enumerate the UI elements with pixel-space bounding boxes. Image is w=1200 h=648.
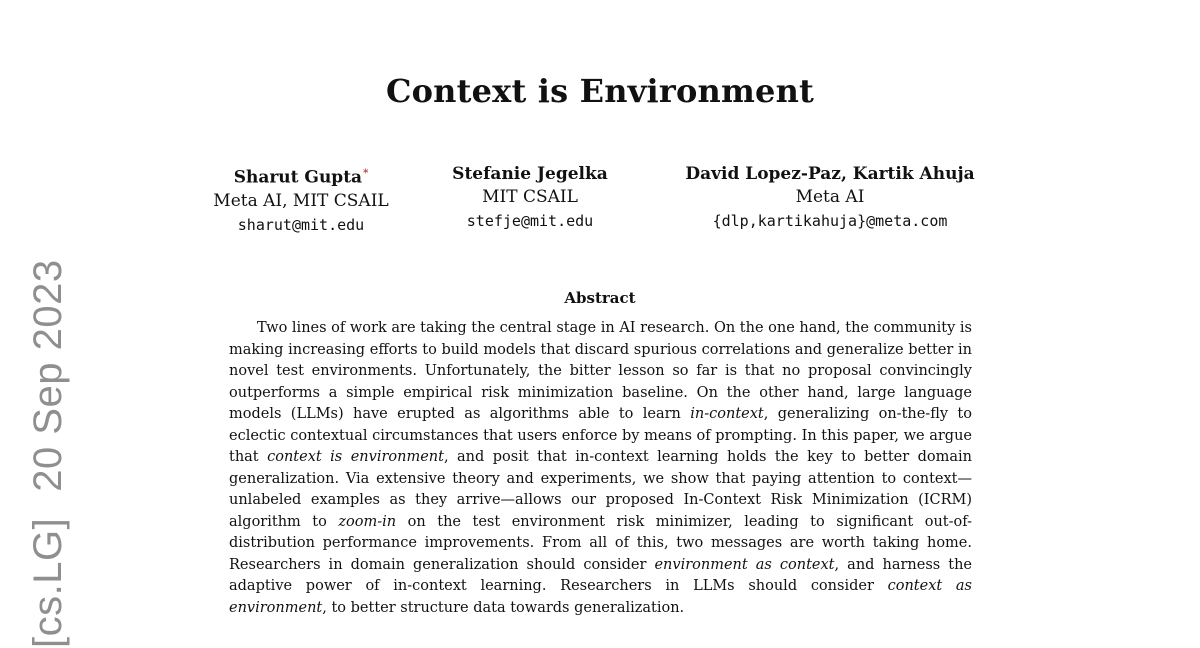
abstract-text: , to better structure data towards generalization. (322, 599, 685, 616)
author-affiliation: Meta AI, MIT CSAIL (213, 190, 389, 211)
arxiv-stamp (26, 259, 70, 648)
author-name: Stefanie Jegelka (452, 164, 608, 184)
author-block-gupta (201, 163, 401, 237)
paper-title: Context is Environment (385, 72, 815, 110)
abstract-emphasis: context as environment (229, 578, 972, 616)
author-list (0, 163, 1200, 243)
abstract-text: , and posit that in-context learning holds the key to better domain generalization. Via extensive theory and experiments, we show that paying attention to context—unlabeled examples as they arrive—allows our proposed In-Context Risk Minimization (ICRM) algorithm to (229, 449, 972, 530)
abstract-body (229, 318, 972, 619)
abstract-text: , generalizing on-the-fly to eclectic contextual circumstances that users enforce by means of prompting. In this paper, we argue that (229, 406, 972, 465)
author-block-jegelka (435, 163, 625, 233)
arxiv-category: [cs.LG] (26, 517, 70, 648)
abstract-emphasis: environment as context (654, 556, 835, 573)
abstract-text: , and harness the adaptive power of in-context learning. Researchers in LLMs should consider (229, 556, 973, 594)
author-email: stefje@mit.edu (466, 212, 594, 230)
footnote-marker[interactable]: * (363, 168, 369, 179)
author-block-lopez-paz-ahuja (665, 163, 995, 233)
abstract-emphasis: context is environment (267, 449, 444, 465)
abstract-emphasis: zoom-in (338, 513, 397, 530)
author-affiliation: MIT CSAIL (482, 187, 578, 207)
author-affiliation: Meta AI (795, 187, 865, 207)
arxiv-date: 20 Sep 2023 (26, 259, 70, 492)
abstract-text: Two lines of work are taking the central stage in AI research. On the one hand, the community is making increasing efforts to build models that discard spurious correlations and generalize better in novel test environments. Unfortunately, the bitter lesson so far is that no proposal convincingly outperforms a simple empirical risk minimization baseline. On the other hand, large language models (LLMs) have erupted as algorithms able to learn (229, 320, 972, 422)
author-email: {dlp,kartikahuja}@meta.com (712, 212, 948, 230)
author-email: sharut@mit.edu (237, 215, 365, 234)
abstract-text: on the test environment risk minimizer, leading to significant out-of-distribution performance improvements. From all of this, two messages are worth taking home. Researchers in domain generalization should consider (229, 513, 972, 573)
abstract-heading: Abstract (564, 289, 636, 307)
author-name: Sharut Gupta* (233, 167, 369, 188)
author-name: David Lopez-Paz, Kartik Ahuja (685, 164, 975, 184)
abstract-emphasis: in-context (690, 406, 764, 422)
